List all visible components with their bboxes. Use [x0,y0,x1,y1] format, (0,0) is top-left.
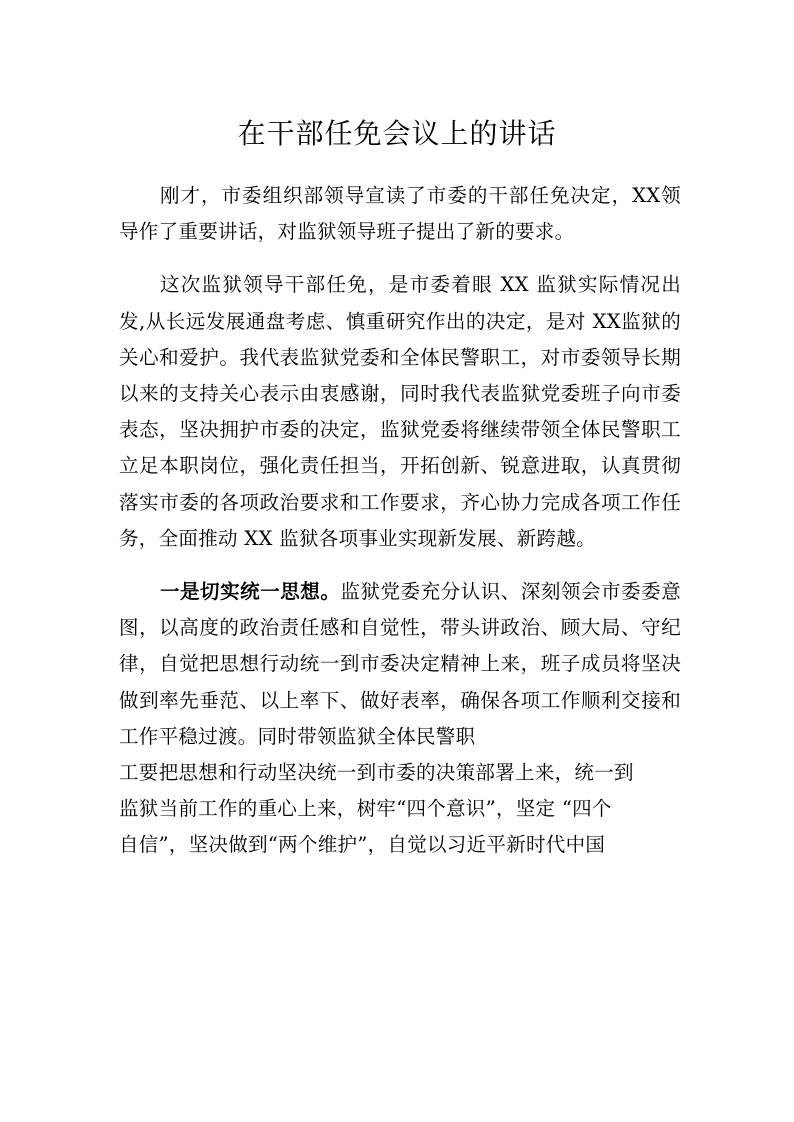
document-title: 在干部任免会议上的讲话 [237,117,557,150]
paragraph-continuation [119,755,681,864]
paragraph-opening: 刚才，市委组织部领导宣读了市委的干部任免决定，XX领导作了重要讲话，对监狱领导班子提出了新的要求。 [119,184,681,244]
paragraph-unify-thought [119,574,681,755]
continuation-line: 监狱当前工作的重心上来，树牢“四个意识”，坚定 “四个 [119,797,612,821]
continuation-line: 工要把思想和行动坚决统一到市委的决策部署上来，统一到 [119,761,634,785]
document-body [119,178,681,864]
section-lead-unify-thought: 一是切实统一思想。 [159,580,341,604]
continuation-line: 自信”，坚决做到“两个维护”，自觉以习近平新时代中国 [119,833,606,857]
section-text-unify-thought: 监狱党委充分认识、深刻领会市委委意图，以高度的政治责任感和自觉性，带头讲政治、顾大局、守纪律，自觉把思想行动统一到市委决定精神上来，班子成员将坚决做到率先垂范、以上率下、做好表率，确保各项工作顺利交接和工作平稳过渡。同时带领监狱全体民警职 [119,580,681,748]
paragraph-appointment-statement: 这次监狱领导干部任免，是市委着眼 XX 监狱实际情况出发,从长远发展通盘考虑、慎重研究作出的决定，是对 XX监狱的关心和爱护。我代表监狱党委和全体民警职工，对市委领导长期以来的支持关心表示由衷感谢，同时我代表监狱党委班子向市委表态，坚决拥护市委的决定，监狱党委将继续带领全体民警职工立足本职岗位，强化责任担当，开拓创新、锐意进取，认真贯彻落实市委的各项政治要求和工作要求，齐心协力完成各项工作任务，全面推动 XX 监狱各项事业实现新发展、新跨越。 [119,273,681,550]
